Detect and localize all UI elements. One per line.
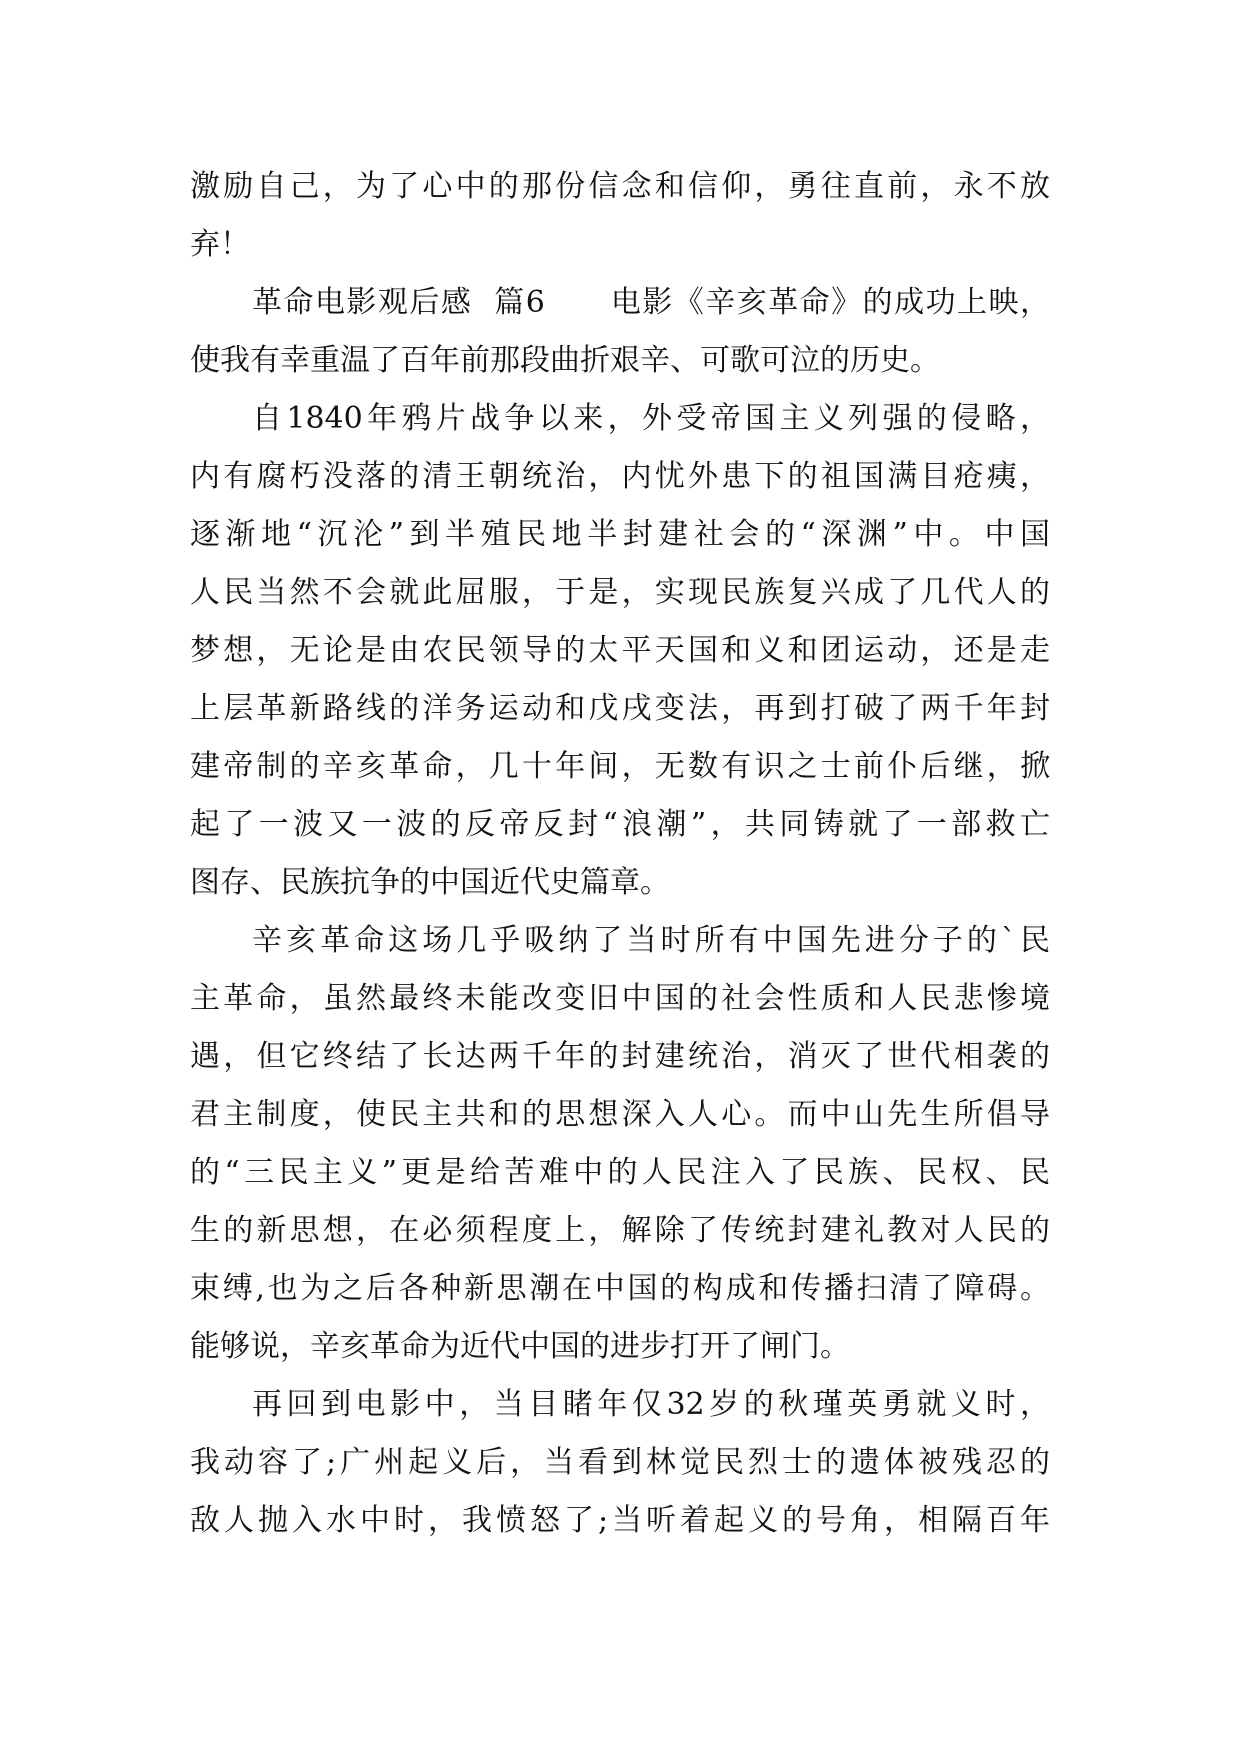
text-line: 梦想，无论是由农民领导的太平天国和义和团运动，还是走	[190, 633, 1050, 668]
text-line: 生的新思想，在必须程度上，解除了传统封建礼教对人民的	[190, 1213, 1050, 1248]
text-line: 逐渐地“沉沦”到半殖民地半封建社会的“深渊”中。中国	[190, 517, 1050, 552]
text-line: 的“三民主义”更是给苦难中的人民注入了民族、民权、民	[190, 1155, 1050, 1190]
text-line: 再回到电影中，当目睹年仅32岁的秋瑾英勇就义时，	[252, 1387, 1050, 1422]
text-line: 辛亥革命这场几乎吸纳了当时所有中国先进分子的`民	[252, 923, 1050, 958]
text-line: 使我有幸重温了百年前那段曲折艰辛、可歌可泣的历史。	[190, 343, 940, 378]
text-line: 建帝制的辛亥革命，几十年间，无数有识之士前仆后继，掀	[190, 749, 1050, 784]
text-line: 弃！	[190, 227, 250, 262]
text-line: 起了一波又一波的反帝反封“浪潮”，共同铸就了一部救亡	[190, 807, 1050, 842]
text-line: 图存、民族抗争的中国近代史篇章。	[190, 865, 670, 900]
text-line: 我动容了;广州起义后，当看到林觉民烈士的遗体被残忍的	[190, 1445, 1050, 1480]
text-line: 革命电影观后感 篇6 电影《辛亥革命》的成功上映，	[252, 285, 1050, 320]
text-line: 主革命，虽然最终未能改变旧中国的社会性质和人民悲惨境	[190, 981, 1050, 1016]
text-line: 遇，但它终结了长达两千年的封建统治，消灭了世代相袭的	[190, 1039, 1050, 1074]
text-line: 内有腐朽没落的清王朝统治，内忧外患下的祖国满目疮痍，	[190, 459, 1050, 494]
text-line: 束缚,也为之后各种新思潮在中国的构成和传播扫清了障碍。	[190, 1271, 1050, 1306]
text-line: 敌人抛入水中时，我愤怒了;当听着起义的号角，相隔百年	[190, 1503, 1050, 1538]
text-line: 激励自己，为了心中的那份信念和信仰，勇往直前，永不放	[190, 169, 1050, 204]
text-line: 能够说，辛亥革命为近代中国的进步打开了闸门。	[190, 1329, 850, 1364]
text-line: 上层革新路线的洋务运动和戊戌变法，再到打破了两千年封	[190, 691, 1050, 726]
text-line: 君主制度，使民主共和的思想深入人心。而中山先生所倡导	[190, 1097, 1050, 1132]
text-line: 人民当然不会就此屈服，于是，实现民族复兴成了几代人的	[190, 575, 1050, 610]
text-line: 自1840年鸦片战争以来，外受帝国主义列强的侵略，	[252, 401, 1050, 436]
document-body	[190, 158, 1050, 1550]
